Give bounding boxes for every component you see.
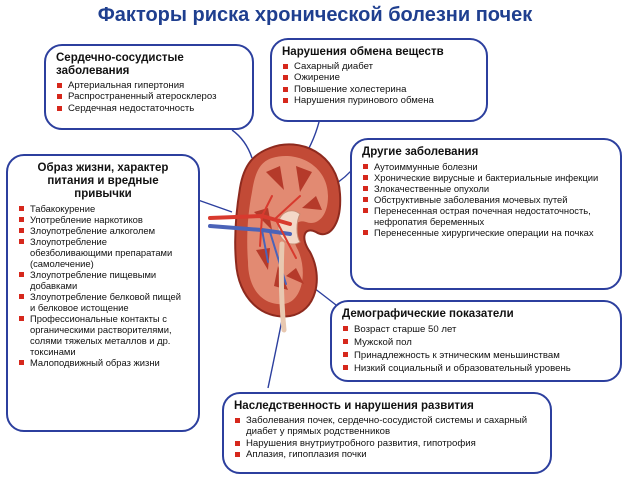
list-item: Злоупотребление обезболивающими препаратами (самолечение)	[18, 236, 188, 269]
list-demographic	[342, 323, 610, 375]
list-other	[362, 161, 610, 238]
list-item: Сахарный диабет	[282, 61, 476, 72]
list-item: Аплазия, гипоплазия почки	[234, 449, 540, 460]
box-cardiovascular	[44, 44, 254, 130]
box-lifestyle	[6, 154, 200, 432]
list-item: Мужской пол	[342, 336, 610, 349]
list-item: Повышение холестерина	[282, 84, 476, 95]
list-heredity	[234, 415, 540, 460]
box-demographic	[330, 300, 622, 382]
box-title-lifestyle: Образ жизни, характер питания и вредные привычки	[37, 162, 169, 200]
list-item: Нарушения внутриутробного развития, гипотрофия	[234, 438, 540, 449]
list-item: Злоупотребление алкоголем	[18, 225, 188, 236]
list-item: Ожирение	[282, 72, 476, 83]
list-item: Возраст старше 50 лет	[342, 323, 610, 336]
list-cardiovascular	[56, 80, 242, 114]
list-item: Сердечная недостаточность	[56, 103, 242, 114]
list-item: Низкий социальный и образовательный уровень	[342, 362, 610, 375]
list-item: Злоупотребление белковой пищей и белковое истощение	[18, 291, 188, 313]
list-item: Аутоиммунные болезни	[362, 161, 610, 172]
box-title-cardiovascular: Сердечно-сосудистые заболевания	[56, 52, 184, 77]
list-item: Перенесенные хирургические операции на почках	[362, 227, 610, 238]
list-item: Злокачественные опухоли	[362, 183, 610, 194]
list-item: Обструктивные заболевания мочевых путей	[362, 194, 610, 205]
list-item: Перенесенная острая почечная недостаточность, нефропатия беременных	[362, 205, 610, 227]
list-item: Употребление наркотиков	[18, 214, 188, 225]
list-item: Профессиональные контакты с органическими растворителями, солями тяжелых металлов и др. токсинами	[18, 313, 188, 357]
box-heredity	[222, 392, 552, 474]
list-item: Артериальная гипертония	[56, 80, 242, 91]
box-title-other: Другие заболевания	[362, 146, 479, 158]
box-title-metabolism: Нарушения обмена веществ	[282, 46, 444, 58]
list-item: Принадлежность к этническим меньшинствам	[342, 349, 610, 362]
box-other-diseases	[350, 138, 622, 290]
box-title-heredity: Наследственность и нарушения развития	[234, 400, 474, 412]
list-metabolism	[282, 61, 476, 106]
box-title-demographic: Демографические показатели	[342, 308, 514, 320]
list-item: Хронические вирусные и бактериальные инфекции	[362, 172, 610, 183]
list-item: Заболевания почек, сердечно-сосудистой системы и сахарный диабет у прямых родственников	[234, 415, 540, 438]
list-lifestyle	[18, 203, 188, 368]
list-item: Табакокурение	[18, 203, 188, 214]
list-item: Злоупотребление пищевыми добавками	[18, 269, 188, 291]
diagram-title: Факторы риска хронической болезни почек	[97, 4, 533, 26]
list-item: Распространенный атеросклероз	[56, 91, 242, 102]
box-metabolism	[270, 38, 488, 122]
list-item: Нарушения пуринового обмена	[282, 95, 476, 106]
list-item: Малоподвижный образ жизни	[18, 357, 188, 368]
